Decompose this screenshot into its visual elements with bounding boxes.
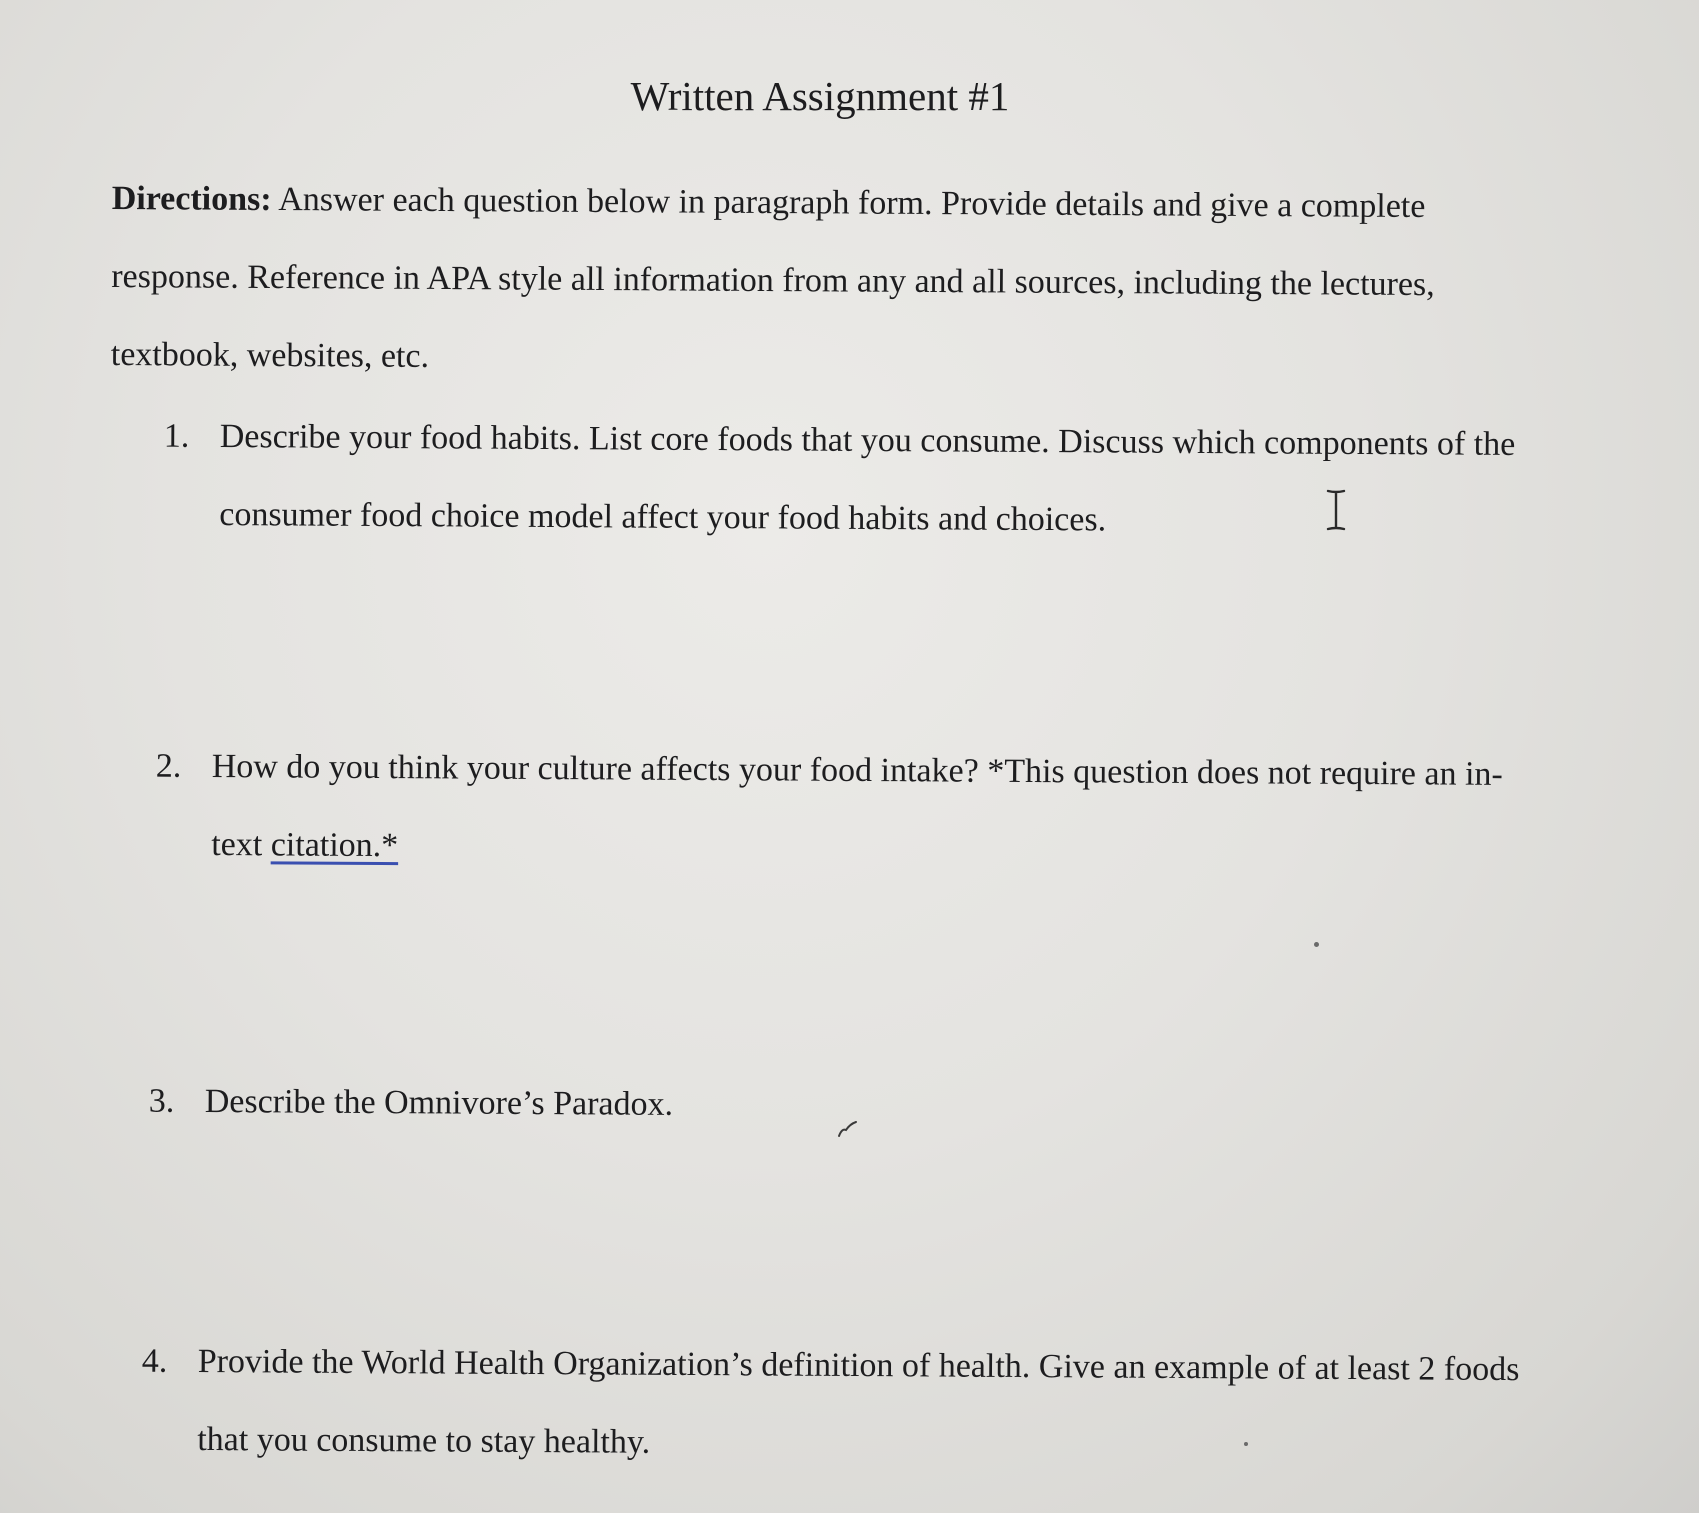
- directions-text: Answer each question below in paragraph form. Provide details and give a complete response. Reference in APA style all information from any and all sources, including the lectures, textbook, websites, etc.: [110, 181, 1435, 375]
- question-number: 1.: [163, 417, 190, 455]
- pen-cursor-icon: [836, 1118, 860, 1140]
- question-2[interactable]: [155, 728, 1512, 892]
- citation-link[interactable]: citation.*: [270, 826, 399, 865]
- screen-speck: [1314, 942, 1319, 947]
- question-number: 4.: [141, 1342, 168, 1380]
- question-text: Provide the World Health Organization’s definition of health. Give an example of at least 2 foods that you consume to stay healthy.: [197, 1342, 1520, 1461]
- page-title: Written Assignment #1: [630, 73, 1010, 119]
- directions-paragraph[interactable]: [111, 160, 1512, 403]
- screen-speck: [1244, 1442, 1248, 1446]
- question-number: 3.: [148, 1082, 175, 1120]
- question-number: 2.: [155, 747, 182, 785]
- question-1[interactable]: [163, 398, 1520, 562]
- question-text: Describe the Omnivore’s Paradox.: [204, 1082, 674, 1123]
- directions-label: Directions:: [111, 179, 272, 218]
- question-text: How do you think your culture affects your food intake? *This question does not require an in-text: [211, 747, 1503, 864]
- question-4[interactable]: [141, 1323, 1538, 1487]
- question-text: Describe your food habits. List core foods that you consume. Discuss which components of the consumer food choice model affect your food habits and choices.: [219, 417, 1516, 539]
- i-beam-cursor-icon: [1324, 488, 1348, 532]
